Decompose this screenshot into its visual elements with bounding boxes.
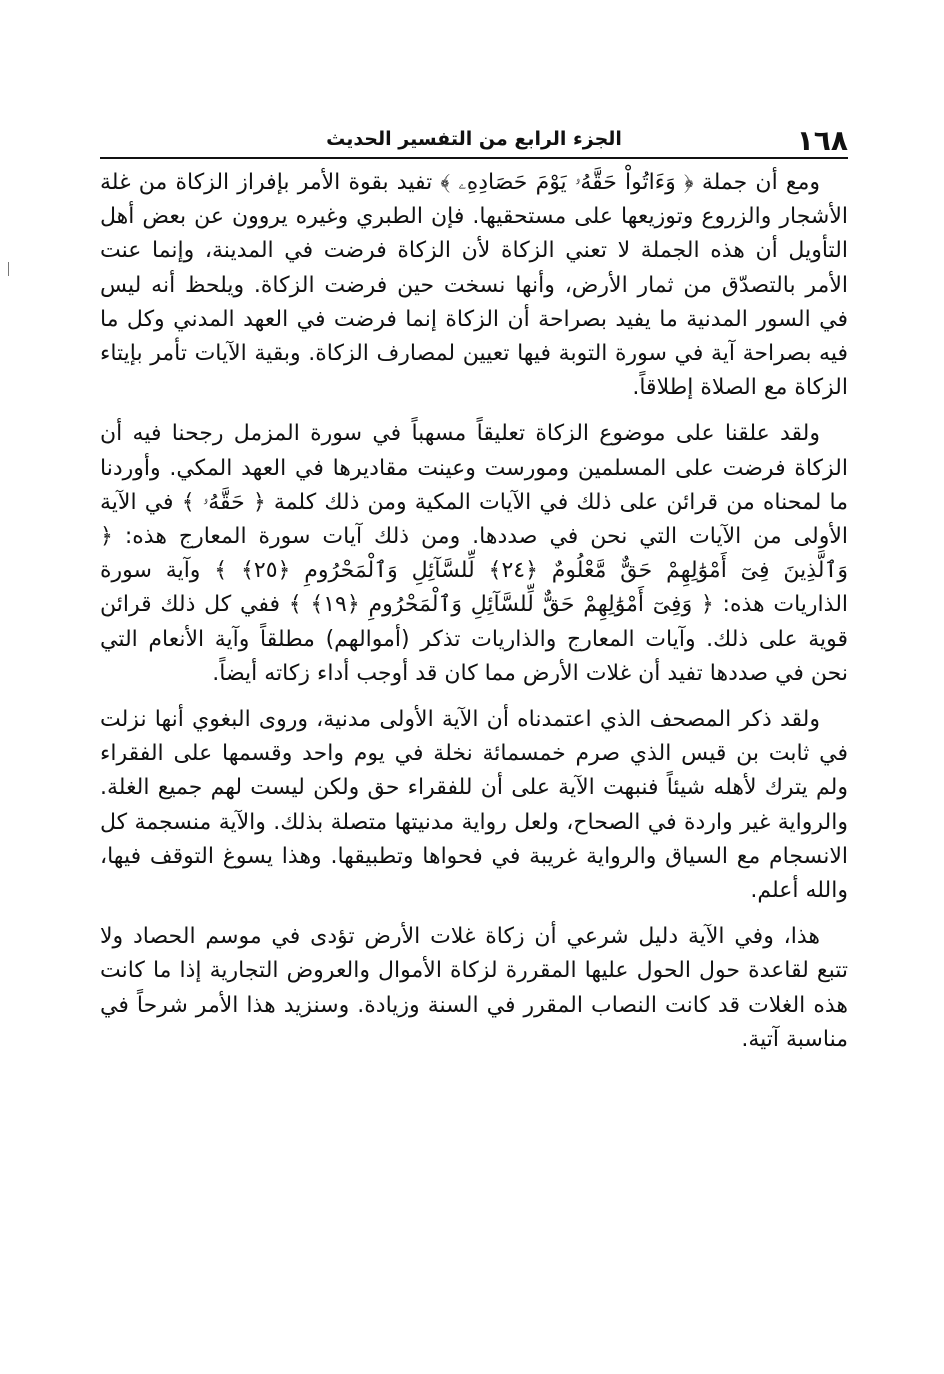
- page-header: [100, 118, 848, 158]
- running-title: الجزء الرابع من التفسير الحديث: [326, 128, 622, 150]
- page-number: ١٦٨: [796, 124, 848, 157]
- paragraph: ومع أن جملة ﴿ وَءَاتُواْ حَقَّهُۥ يَوْمَ حَصَادِهِۦ ﴾ تفيد بقوة الأمر بإفراز الزكاة من غلة الأشجار والزروع وتوزيعها على مستحقيها. فإن الطبري وغيره يروون عن بعض أهل التأويل أن هذه الجملة لا تعني الزكاة لأن الزكاة فرضت في المدينة، وإنما عنت الأمر بالتصدّق من ثمار الأرض، وأنها نسخت حين فرضت الزكاة. ويلحظ أنه ليس في السور المدنية ما يفيد بصراحة أن الزكاة إنما فرضت في العهد المدني وكل ما فيه بصراحة آية في سورة التوبة فيها تعيين لمصارف الزكاة. وبقية الآيات تأمر بإيتاء الزكاة مع الصلاة إطلاقاً.: [100, 170, 848, 401]
- paragraph: ولقد ذكر المصحف الذي اعتمدناه أن الآية الأولى مدنية، وروى البغوي أنها نزلت في ثابت بن قيس الذي صرم خمسمائة نخلة في يوم واحد وقسمها على الفقراء ولم يترك لأهله شيئاً فنبهت الآية على أن للفقراء حق ولكن ليست لهم جميع الغلة. والرواية غير واردة في الصحاح، ولعل رواية مدنيتها متصلة بذلك. والآية منسجمة كل الانسجام مع السياق والرواية غريبة في فحواها وتطبيقها. وهذا يسوغ التوقف فيها، والله أعلم.: [100, 707, 848, 904]
- header-divider: [100, 157, 848, 159]
- paragraph: ولقد علقنا على موضوع الزكاة تعليقاً مسهباً في سورة المزمل رجحنا فيه أن الزكاة فرضت على المسلمين ومورست وعينت مقاديرها في العهد المكي. وأوردنا ما لمحناه من قرائن على ذلك في الآيات المكية ومن ذلك كلمة ﴿ حَقَّهُۥ ﴾ في الآية الأولى من الآيات التي نحن في صددها. ومن ذلك آيات سورة المعارج هذه: ﴿ وَٱلَّذِينَ فِىٓ أَمْوَٰلِهِمْ حَقٌّ مَّعْلُومٌ ﴿٢٤﴾ لِّلسَّآئِلِ وَٱلْمَحْرُومِ ﴿٢٥﴾ ﴾ وآية سورة الذاريات هذه: ﴿ وَفِىٓ أَمْوَٰلِهِمْ حَقٌّ لِّلسَّآئِلِ وَٱلْمَحْرُومِ ﴿١٩﴾ ﴾ ففي كل ذلك قرائن قوية على ذلك. وآيات المعارج والذاريات تذكر (أموالهم) مطلقاً وآية الأنعام التي نحن في صددها تفيد أن غلات الأرض مما كان قد أوجب أداء زكاته أيضاً.: [100, 421, 849, 686]
- margin-mark: [8, 262, 9, 276]
- page-body: [100, 166, 848, 1069]
- paragraph: هذا، وفي الآية دليل شرعي أن زكاة غلات الأرض تؤدى في موسم الحصاد ولا تتبع لقاعدة حول الحول عليها المقررة لزكاة الأموال والعروض التجارية إذا ما كانت هذه الغلات قد كانت النصاب المقرر في السنة وزيادة. وسنزيد هذا الأمر شرحاً في مناسبة آتية.: [100, 924, 848, 1052]
